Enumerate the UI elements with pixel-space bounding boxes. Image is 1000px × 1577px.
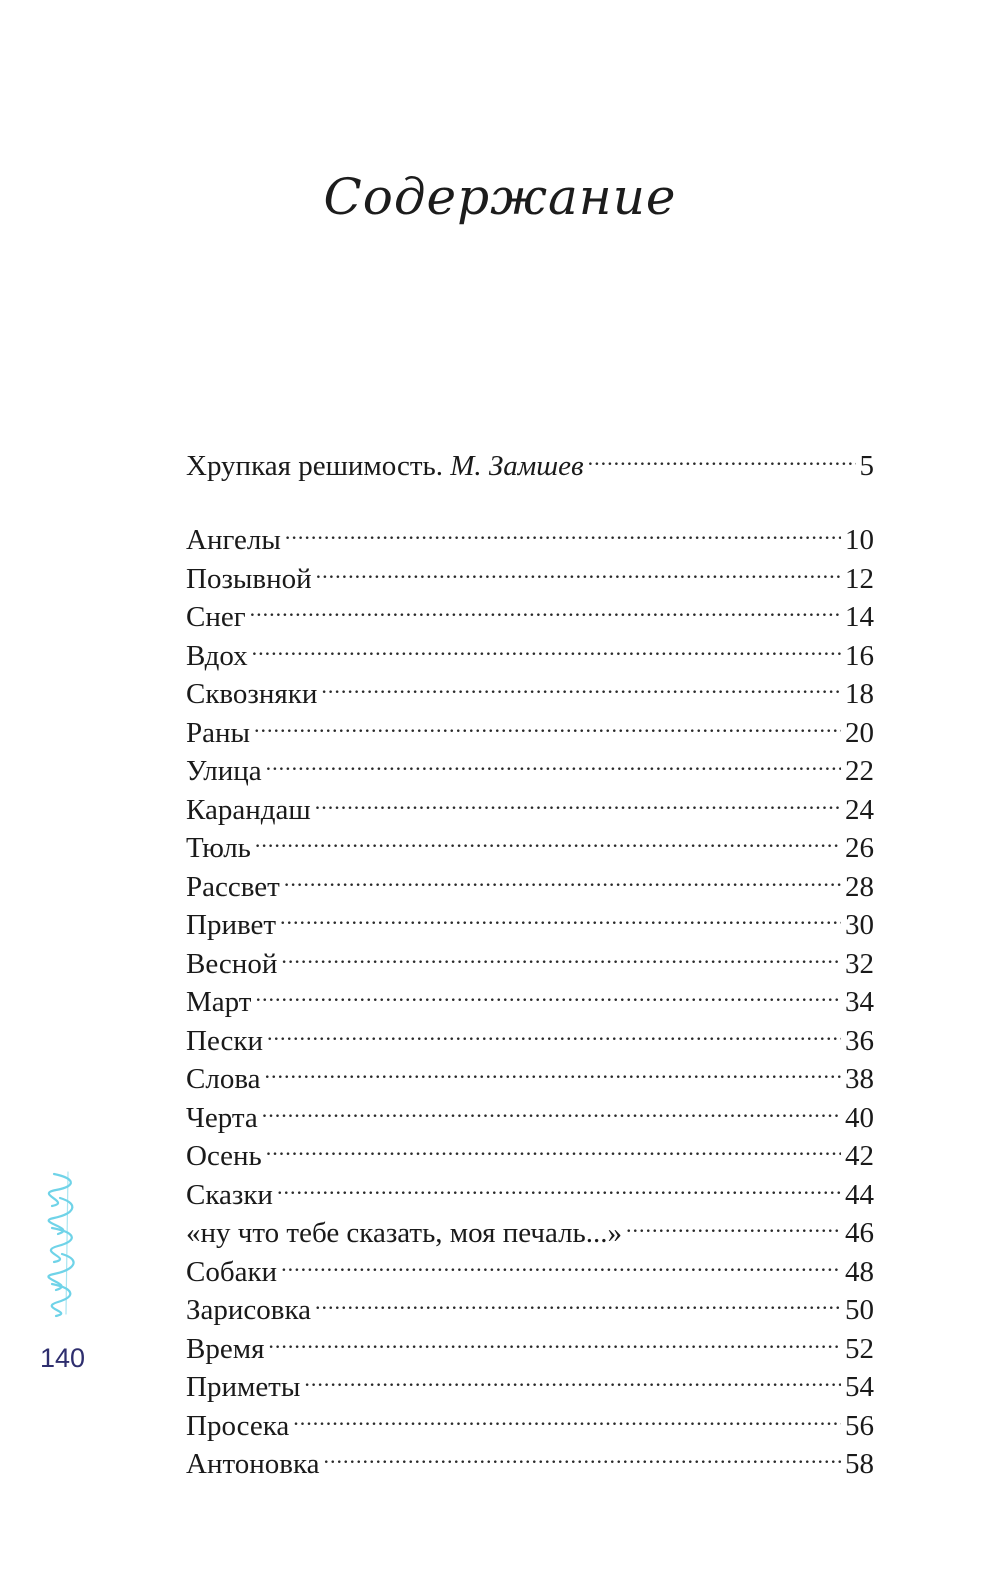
dot-leader bbox=[266, 742, 841, 781]
toc-entry-row[interactable] bbox=[186, 857, 874, 903]
toc-entry-title: Вдох bbox=[186, 639, 248, 672]
toc-entry-title: Собаки bbox=[186, 1255, 278, 1288]
toc-entry-row[interactable] bbox=[186, 665, 874, 710]
toc-preface-row[interactable] bbox=[186, 436, 874, 482]
toc-entry-page: 12 bbox=[845, 562, 874, 595]
toc-entry-row[interactable] bbox=[186, 934, 874, 980]
toc-entry-row[interactable] bbox=[186, 703, 874, 749]
toc-entry-title: Время bbox=[186, 1332, 265, 1365]
toc-entry-page: 42 bbox=[845, 1140, 874, 1172]
dot-leader bbox=[316, 549, 841, 588]
toc-entry-row[interactable] bbox=[186, 1127, 874, 1172]
toc-entry-page: 56 bbox=[845, 1409, 874, 1442]
dot-leader bbox=[284, 857, 841, 896]
dot-leader bbox=[626, 1204, 841, 1243]
toc-entry-row[interactable] bbox=[186, 1204, 874, 1249]
toc-entry-row[interactable] bbox=[186, 1050, 874, 1095]
toc-entry-page: 14 bbox=[845, 601, 874, 633]
toc-entry-title: Привет bbox=[186, 909, 277, 941]
toc-entry-title: Весной bbox=[186, 947, 278, 980]
table-of-contents bbox=[186, 436, 874, 1480]
toc-entry-row[interactable] bbox=[186, 1088, 874, 1134]
toc-entry-page: 24 bbox=[845, 793, 874, 826]
toc-entry-title: Рассвет bbox=[186, 870, 280, 903]
dot-leader bbox=[293, 1396, 841, 1435]
toc-entries bbox=[186, 511, 874, 1480]
toc-entry-row[interactable] bbox=[186, 896, 874, 941]
dot-leader bbox=[315, 780, 841, 819]
toc-entry-page: 26 bbox=[845, 832, 874, 864]
dot-leader bbox=[252, 626, 841, 665]
toc-entry-row[interactable] bbox=[186, 588, 874, 633]
toc-entry-title: Приметы bbox=[186, 1371, 301, 1403]
toc-entry-page: 18 bbox=[845, 678, 874, 710]
dot-leader bbox=[324, 1435, 842, 1474]
toc-preface-page: 5 bbox=[859, 449, 874, 482]
dot-leader bbox=[588, 436, 856, 475]
toc-entry-page: 40 bbox=[845, 1101, 874, 1134]
toc-preface-author: М. Замшев bbox=[450, 449, 584, 482]
toc-entry-title: Раны bbox=[186, 716, 251, 749]
toc-entry-title: Антоновка bbox=[186, 1448, 320, 1480]
toc-entry-title: Снег bbox=[186, 601, 246, 633]
toc-entry-title: Ангелы bbox=[186, 524, 281, 556]
dot-leader bbox=[281, 1242, 841, 1281]
toc-entry-page: 28 bbox=[845, 870, 874, 903]
toc-entry-title: Тюль bbox=[186, 832, 251, 864]
dot-leader bbox=[250, 588, 841, 627]
page-number: 140 bbox=[40, 1343, 86, 1373]
dot-leader bbox=[265, 1050, 842, 1089]
toc-entry-title: Пески bbox=[186, 1024, 264, 1057]
toc-entry-row[interactable] bbox=[186, 973, 874, 1018]
toc-entry-page: 36 bbox=[845, 1024, 874, 1057]
toc-entry-title: «ну что тебе сказать, моя печаль...» bbox=[186, 1217, 623, 1249]
toc-entry-title: Позывной bbox=[186, 562, 312, 595]
toc-entry-title: Зарисовка bbox=[186, 1294, 312, 1326]
toc-entry-page: 48 bbox=[845, 1255, 874, 1288]
toc-entry-page: 46 bbox=[845, 1217, 874, 1249]
dot-leader bbox=[262, 1088, 841, 1127]
toc-entry-page: 38 bbox=[845, 1063, 874, 1095]
toc-entry-row[interactable] bbox=[186, 1011, 874, 1057]
toc-preface-title: Хрупкая решимость. М. Замшев bbox=[186, 449, 584, 482]
toc-entry-page: 32 bbox=[845, 947, 874, 980]
toc-entry-page: 52 bbox=[845, 1332, 874, 1365]
toc-entry-row[interactable] bbox=[186, 549, 874, 595]
toc-entry-title: Сказки bbox=[186, 1178, 273, 1211]
toc-entry-title: Карандаш bbox=[186, 793, 311, 826]
dot-leader bbox=[321, 665, 841, 704]
dot-leader bbox=[277, 1165, 841, 1204]
dot-leader bbox=[268, 1319, 841, 1358]
toc-entry-page: 54 bbox=[845, 1371, 874, 1403]
dot-leader bbox=[285, 511, 841, 550]
dot-leader bbox=[281, 934, 841, 973]
toc-entry-title: Улица bbox=[186, 755, 262, 787]
dot-leader bbox=[255, 973, 841, 1012]
toc-entry-row[interactable] bbox=[186, 1242, 874, 1288]
dot-leader bbox=[315, 1281, 841, 1320]
toc-entry-page: 34 bbox=[845, 986, 874, 1018]
dot-leader bbox=[255, 819, 841, 858]
toc-entry-title: Слова bbox=[186, 1063, 261, 1095]
dot-leader bbox=[266, 1127, 841, 1166]
toc-entry-row[interactable] bbox=[186, 819, 874, 864]
toc-entry-row[interactable] bbox=[186, 1165, 874, 1211]
toc-entry-title: Сквозняки bbox=[186, 678, 318, 710]
toc-entry-title: Черта bbox=[186, 1101, 258, 1134]
toc-entry-page: 30 bbox=[845, 909, 874, 941]
toc-entry-row[interactable] bbox=[186, 511, 874, 556]
toc-entry-title: Просека bbox=[186, 1409, 290, 1442]
dot-leader bbox=[280, 896, 841, 935]
toc-entry-row[interactable] bbox=[186, 742, 874, 787]
toc-entry-row[interactable] bbox=[186, 1281, 874, 1326]
toc-entry-title: Осень bbox=[186, 1140, 262, 1172]
decorative-flourish-icon bbox=[44, 1168, 90, 1318]
toc-entry-page: 50 bbox=[845, 1294, 874, 1326]
page-title: Содержание bbox=[323, 168, 677, 226]
dot-leader bbox=[267, 1011, 841, 1050]
dot-leader bbox=[304, 1358, 841, 1397]
toc-entry-page: 44 bbox=[845, 1178, 874, 1211]
toc-entry-row[interactable] bbox=[186, 626, 874, 672]
toc-entry-page: 10 bbox=[845, 524, 874, 556]
dot-leader bbox=[254, 703, 841, 742]
toc-entry-row[interactable] bbox=[186, 1319, 874, 1365]
toc-entry-title: Март bbox=[186, 986, 252, 1018]
toc-entry-page: 22 bbox=[845, 755, 874, 787]
toc-entry-page: 16 bbox=[845, 639, 874, 672]
toc-entry-row[interactable] bbox=[186, 1358, 874, 1403]
toc-entry-row[interactable] bbox=[186, 780, 874, 826]
toc-entry-page: 20 bbox=[845, 716, 874, 749]
toc-entry-page: 58 bbox=[845, 1448, 874, 1480]
